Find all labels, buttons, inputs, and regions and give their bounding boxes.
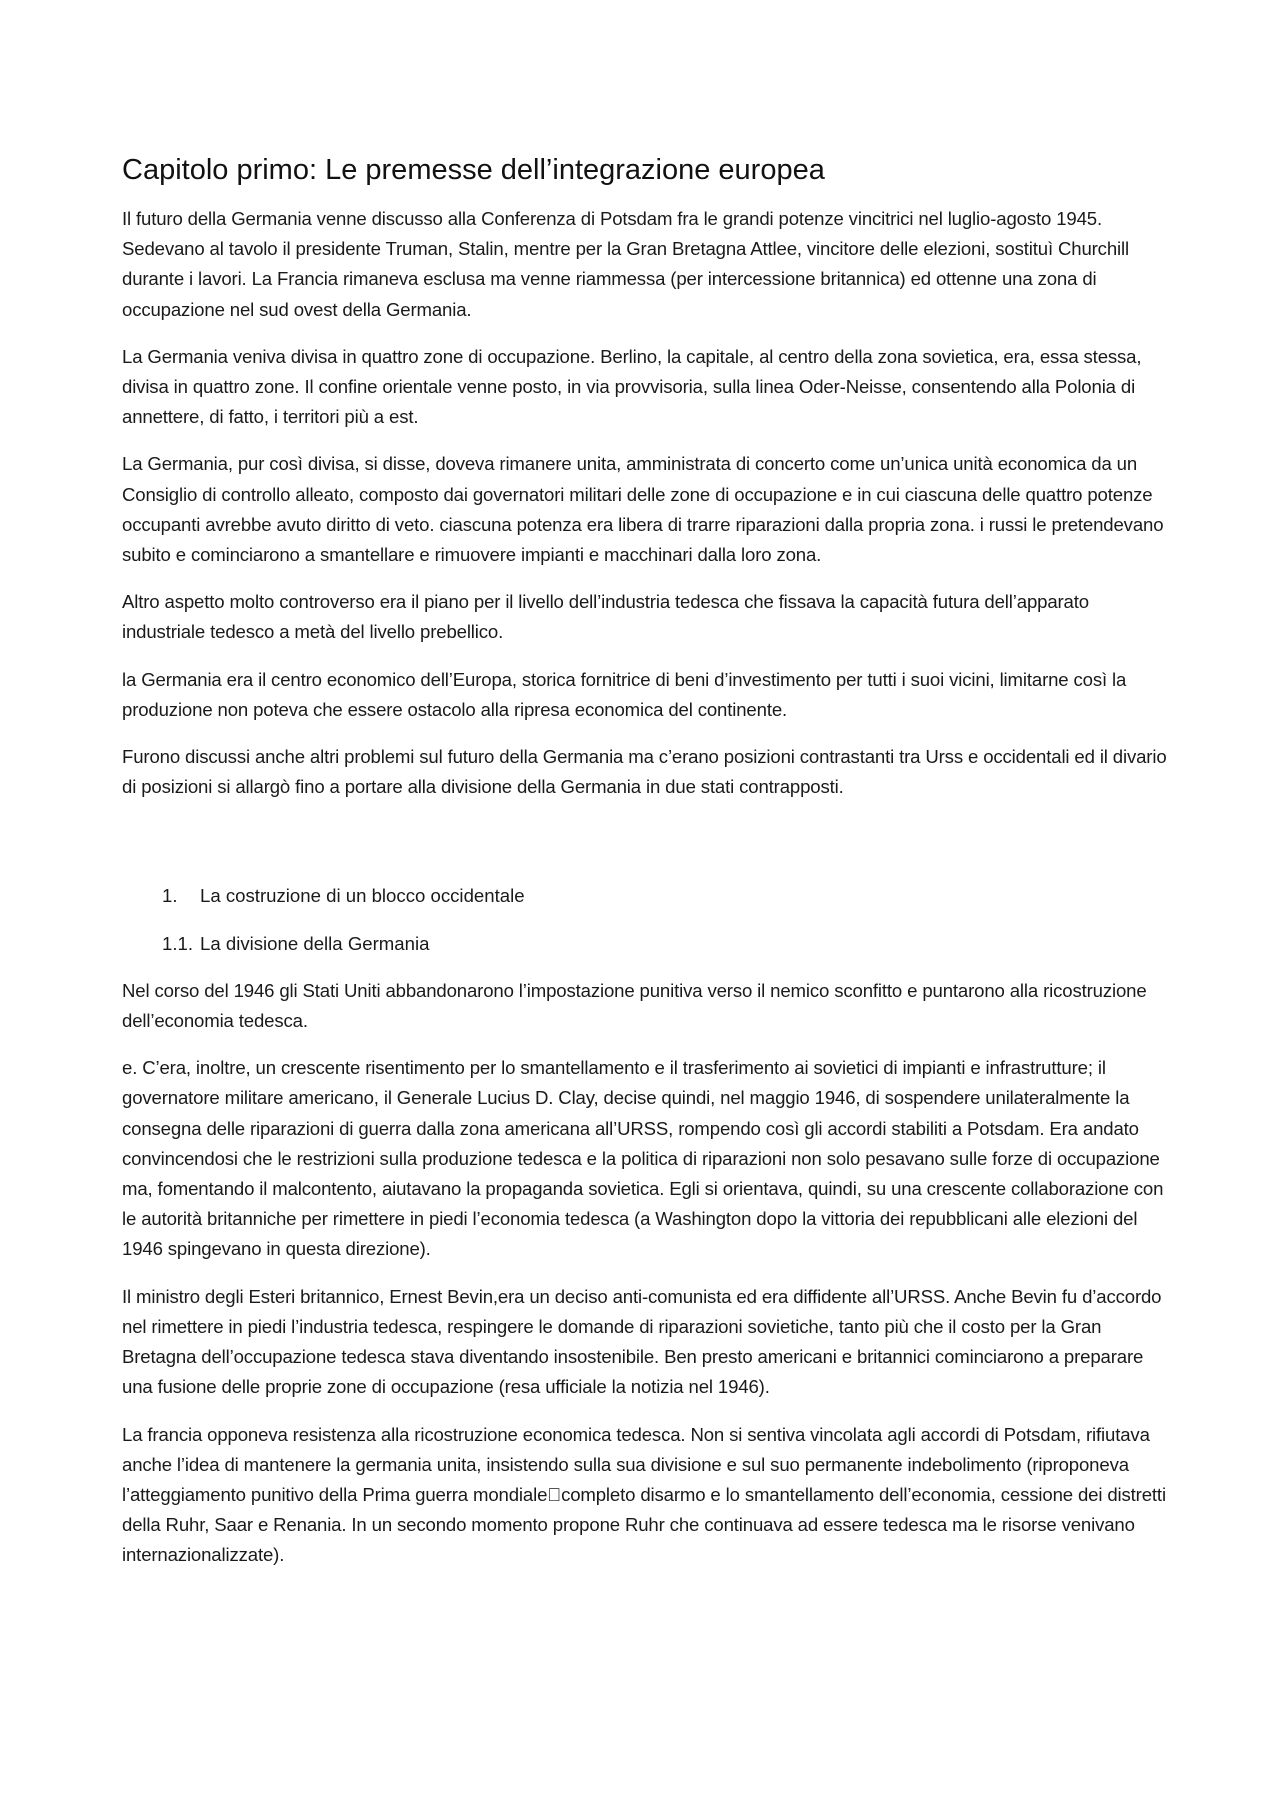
list-number: 1.1.: [162, 932, 194, 954]
document-page: [122, 150, 1172, 1588]
list-item-section: [122, 881, 1172, 911]
list-number: 1.: [162, 885, 178, 907]
paragraph: Furono discussi anche altri problemi sul futuro della Germania ma c’erano posizioni contrastanti tra Urss e occidentali ed il divario di posizioni si allargò fino a portare alla divisione della Germania in due stati contrapposti.: [122, 746, 1167, 798]
chapter-title: Capitolo primo: Le premesse dell’integrazione europea: [122, 154, 825, 186]
list-text: La divisione della Germania: [200, 932, 430, 954]
paragraph: e. C’era, inoltre, un crescente risentimento per lo smantellamento e il trasferimento ai sovietici di impianti e infrastrutture; il governatore militare americano, il Generale Lucius D. Clay, decise quindi, nel maggio 1946, di sospendere unilateralmente la consegna delle riparazioni di guerra dalla zona americana all’URSS, rompendo così gli accordi stabiliti a Potsdam. Era andato convincendosi che le restrizioni sulla produzione tedesca e la politica di riparazioni non solo pesavano sulle forze di occupazione ma, fomentando il malcontento, aiutavano la propaganda sovietica. Egli si orientava, quindi, su una crescente collaborazione con le autorità britanniche per rimettere in piedi l’economia tedesca (a Washington dopo la vittoria dei repubblicani alle elezioni del 1946 spingevano in questa direzione).: [122, 1057, 1164, 1260]
paragraph: la Germania era il centro economico dell’Europa, storica fornitrice di beni d’investimento per tutti i suoi vicini, limitarne così la produzione non poteva che essere ostacolo alla ripresa economica del continente.: [122, 668, 1127, 720]
paragraph: Altro aspetto molto controverso era il piano per il livello dell’industria tedesca che fissava la capacità futura dell’apparato industriale tedesco a metà del livello prebellico.: [122, 591, 1089, 643]
empty-line: [122, 819, 1172, 881]
paragraph: La francia opponeva resistenza alla ricostruzione economica tedesca. Non si sentiva vincolata agli accordi di Potsdam, rifiutava anche l’idea di mantenere la germania unita, insistendo sulla sua divisione e sul suo permanente indebolimento (riproponeva l’atteggiamento punitivo della Prima guerra mondiale completo disarmo e lo smantellamento dell’economia, cessione dei distretti della Ruhr, Saar e Renania. In un secondo momento propone Ruhr che continuava ad essere tedesca ma le risorse venivano internazionalizzate).: [122, 1423, 1158, 1566]
list-item-subsection: [122, 929, 1172, 959]
paragraph: Nel corso del 1946 gli Stati Uniti abbandonarono l’impostazione punitiva verso il nemico sconfitto e puntarono alla ricostruzione dell’economia tedesca.: [122, 979, 1147, 1032]
list-text: La costruzione di un blocco occidentale: [200, 885, 525, 907]
paragraph: La Germania, pur così divisa, si disse, doveva rimanere unita, amministrata di concerto come un’unica unità economica da un Consiglio di controllo alleato, composto dai governatori militari delle zone di occupazione e in cui ciascuna delle quattro potenze occupanti avrebbe avuto diritto di veto. ciascuna potenza era libera di trarre riparazioni dalla propria zona. i russi le pretendevano subito e cominciarono a smantellare e rimuovere impianti e macchinari dalla loro zona.: [122, 453, 1164, 566]
paragraph: Il ministro degli Esteri britannico, Ernest Bevin,era un deciso anti-comunista ed era diffidente all’URSS. Anche Bevin fu d’accordo nel rimettere in piedi l’industria tedesca, respingere le domande di riparazioni sovietiche, tanto più che il costo per la Gran Bretagna dell’occupazione tedesca stava diventando insostenibile. Ben presto americani e britannici cominciarono a preparare una fusione delle proprie zone di occupazione (resa ufficiale la notizia nel 1946).: [122, 1285, 1162, 1398]
paragraph: La Germania veniva divisa in quattro zone di occupazione. Berlino, la capitale, al centro della zona sovietica, era, essa stessa, divisa in quattro zone. Il confine orientale venne posto, in via provvisoria, sulla linea Oder-Neisse, consentendo alla Polonia di annettere, di fatto, i territori più a est.: [122, 345, 1142, 428]
paragraph: Il futuro della Germania venne discusso alla Conferenza di Potsdam fra le grandi potenze vincitrici nel luglio-agosto 1945. Sedevano al tavolo il presidente Truman, Stalin, mentre per la Gran Bretagna Attlee, vincitore delle elezioni, sostituì Churchill durante i lavori. La Francia rimaneva esclusa ma venne riammessa (per intercessione britannica) ed ottenne una zona di occupazione nel sud ovest della Germania.: [122, 208, 1129, 320]
